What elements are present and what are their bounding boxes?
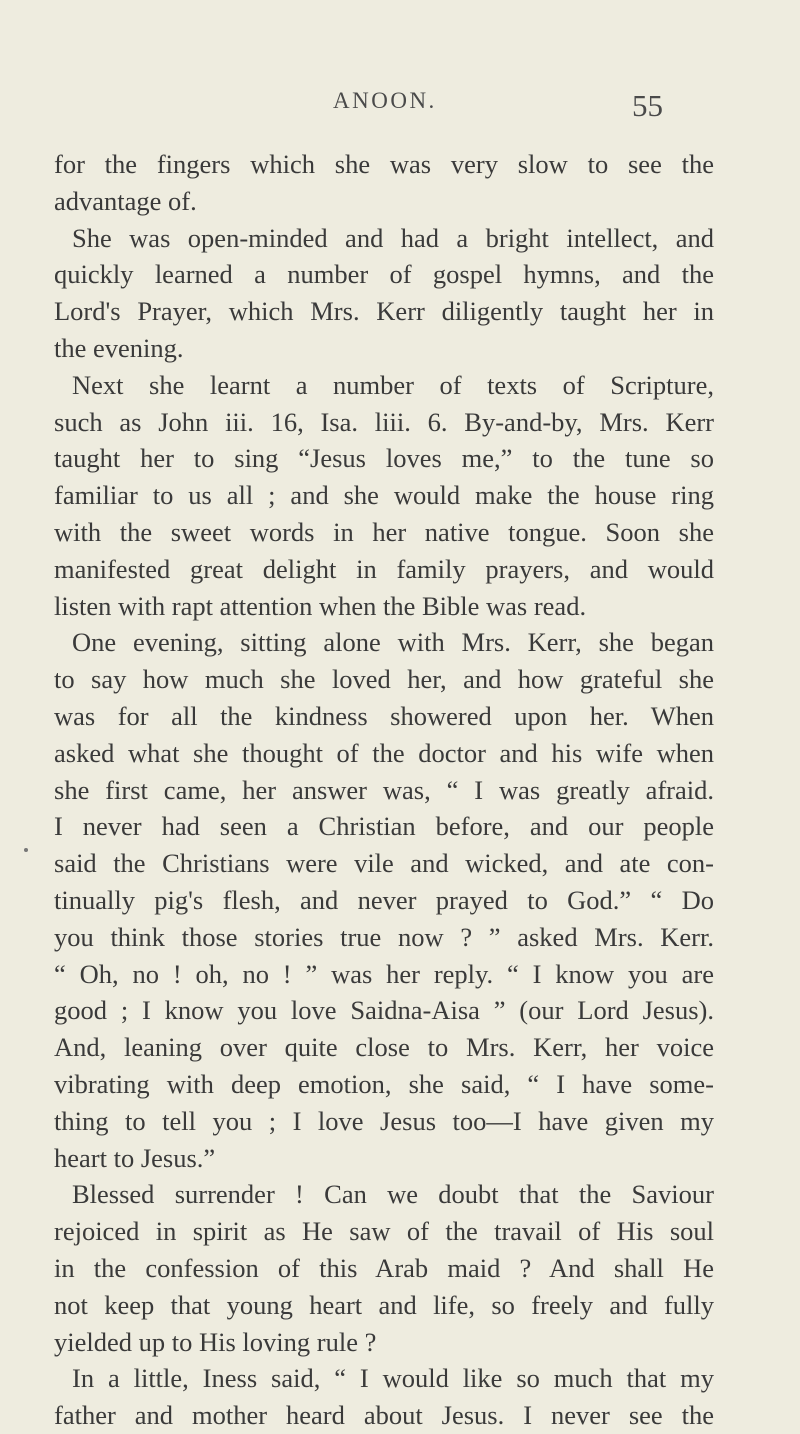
text-line: Blessed surrender ! Can we doubt that the Saviour (72, 1179, 714, 1210)
page-number: 55 (632, 88, 663, 123)
text-line: rejoiced in spirit as He saw of the travail of His soul (54, 1216, 714, 1247)
text-line: with the sweet words in her native tongue. Soon she (54, 516, 714, 547)
text-line: not keep that young heart and life, so freely and fully (54, 1289, 714, 1320)
text-line: She was open-minded and had a bright intellect, and (72, 222, 714, 253)
text-line: “ Oh, no ! oh, no ! ” was her reply. “ I know you are (54, 958, 714, 989)
text-line: thing to tell you ; I love Jesus too—I have given my (54, 1105, 714, 1136)
text-line: to say how much she loved her, and how grateful she (54, 664, 714, 695)
text-line: I never had seen a Christian before, and our people (54, 811, 714, 842)
text-line: tinually pig's flesh, and never prayed to God.” “ Do (54, 884, 714, 915)
margin-speck (24, 848, 28, 852)
text-line: vibrating with deep emotion, she said, “ I have some- (54, 1068, 714, 1099)
text-line: taught her to sing “Jesus loves me,” to the tune so (54, 443, 714, 474)
text-line: in the confession of this Arab maid ? And shall He (54, 1252, 714, 1283)
body-text (54, 146, 714, 1434)
text-line: yielded up to His loving rule ? (54, 1326, 377, 1357)
text-line: she first came, her answer was, “ I was greatly afraid. (54, 774, 714, 805)
text-line: listen with rapt attention when the Bible was read. (54, 590, 587, 621)
running-head (0, 88, 800, 128)
text-line: And, leaning over quite close to Mrs. Kerr, her voice (54, 1032, 714, 1063)
text-line: the evening. (54, 332, 184, 363)
text-line: for the fingers which she was very slow to see the (54, 149, 714, 179)
running-head-title: ANOON. (333, 88, 437, 113)
text-line: you think those stories true now ? ” asked Mrs. Kerr. (54, 921, 714, 952)
text-line: said the Christians were vile and wicked, and ate con- (54, 848, 714, 879)
text-line: Lord's Prayer, which Mrs. Kerr diligently taught her in (54, 296, 714, 327)
text-line: such as John iii. 16, Isa. liii. 6. By-and-by, Mrs. Kerr (54, 406, 714, 437)
text-line: was for all the kindness showered upon her. When (54, 700, 714, 731)
text-line: One evening, sitting alone with Mrs. Kerr, she began (72, 627, 714, 658)
text-line: heart to Jesus.” (54, 1142, 216, 1173)
text-line: father and mother heard about Jesus. I never see the (54, 1400, 714, 1431)
text-line: Next she learnt a number of texts of Scripture, (72, 369, 714, 400)
text-line: good ; I know you love Saidna-Aisa ” (our Lord Jesus). (54, 995, 714, 1026)
text-line: advantage of. (54, 185, 197, 216)
text-line: In a little, Iness said, “ I would like so much that my (72, 1363, 714, 1394)
text-line: familiar to us all ; and she would make the house ring (54, 480, 714, 511)
text-line: quickly learned a number of gospel hymns, and the (54, 259, 714, 290)
text-line: manifested great delight in family prayers, and would (54, 553, 714, 584)
text-line: asked what she thought of the doctor and his wife when (54, 737, 714, 768)
